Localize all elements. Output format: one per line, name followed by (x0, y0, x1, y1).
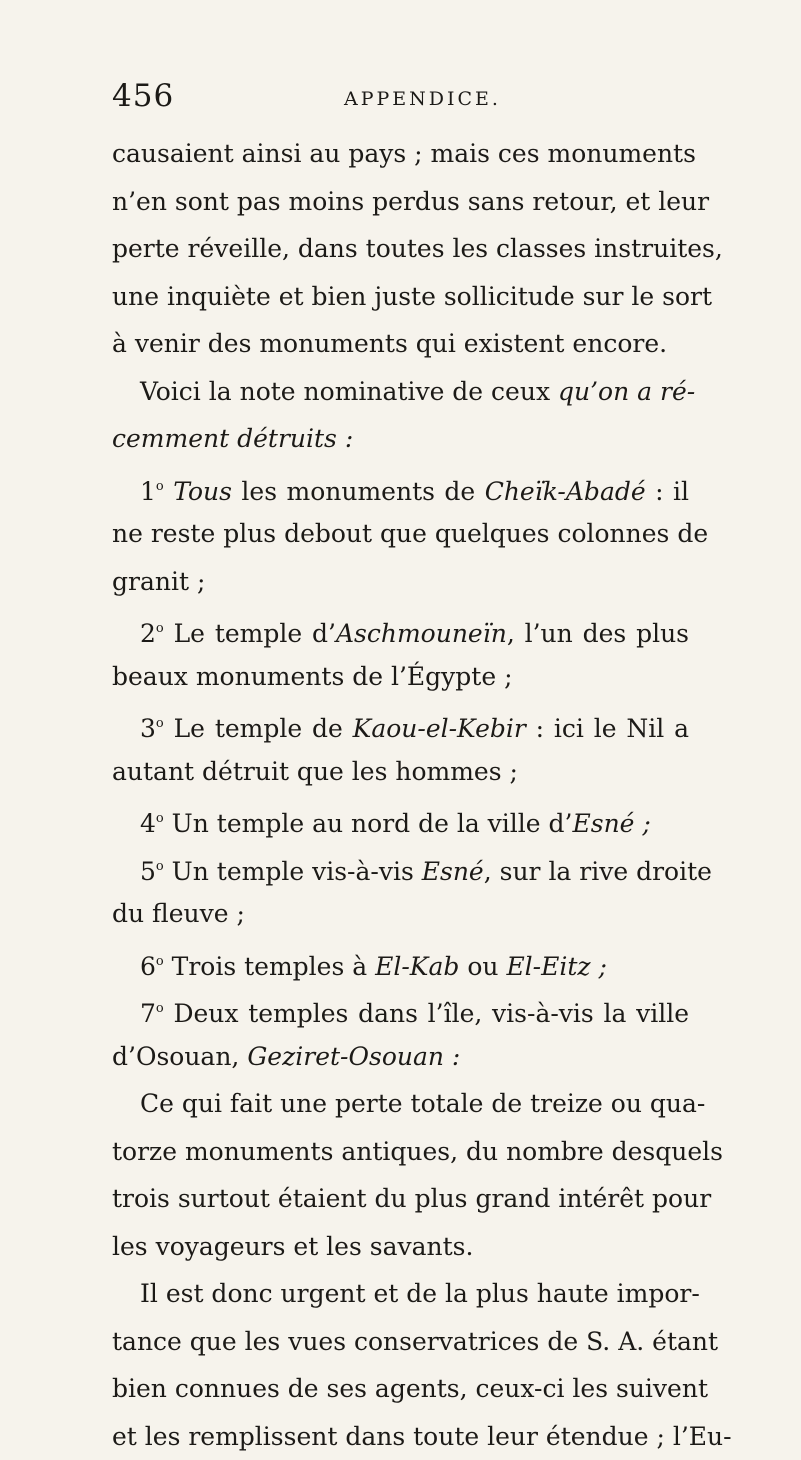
italic-span: Tous (173, 477, 232, 506)
item-number-digit: 4 (140, 809, 156, 838)
text-line: du fleuve ; (112, 890, 689, 938)
list-item-3 (112, 700, 689, 748)
text-span: Un temple vis-à-vis (164, 857, 422, 886)
item-number-sup: o (156, 621, 164, 636)
running-head: APPENDICE. (344, 88, 501, 110)
item-number (140, 857, 164, 886)
text-span: : ici le Nil a (526, 714, 689, 743)
item-number-digit: 5 (140, 857, 156, 886)
italic-span: Aschmouneïn (336, 619, 507, 648)
italic-span: cemment détruits : (112, 424, 353, 453)
text-line: beaux monuments de l’Égypte ; (112, 653, 689, 701)
text-line: une inquiète et bien juste sollicitude sur le sort (112, 273, 689, 321)
italic-span: Cheïk-Abadé (485, 477, 646, 506)
item-number (140, 809, 164, 838)
item-number-digit: 1 (140, 477, 156, 506)
text-line (112, 1033, 689, 1081)
list-item-4 (112, 795, 689, 843)
text-span: , l’un des plus (507, 619, 689, 648)
item-number (140, 477, 164, 506)
italic-span: Geziret-Osouan : (247, 1042, 460, 1071)
italic-span: Kaou-el-Kebir (353, 714, 526, 743)
item-number-sup: o (156, 859, 164, 874)
text-span: , sur la rive droite (484, 857, 712, 886)
item-number-sup: o (156, 479, 164, 494)
text-line (112, 368, 689, 416)
page-number: 456 (112, 78, 174, 114)
text-line: trois surtout étaient du plus grand intérêt pour (112, 1175, 689, 1223)
text-line: autant détruit que les hommes ; (112, 748, 689, 796)
text-span: les monuments de (232, 477, 485, 506)
italic-span: El-Eitz ; (506, 952, 607, 981)
list-item-5 (112, 843, 689, 891)
text-line: Il est donc urgent et de la plus haute impor- (112, 1270, 689, 1318)
body-text (112, 130, 689, 1460)
item-number-digit: 2 (140, 619, 156, 648)
text-span: Un temple au nord de la ville d’ (164, 809, 573, 838)
text-line: bien connues de ses agents, ceux-ci les suivent (112, 1365, 689, 1413)
list-item-7 (112, 985, 689, 1033)
text-line: Ce qui fait une perte totale de treize ou qua- (112, 1080, 689, 1128)
italic-span: Esné (422, 857, 484, 886)
item-number-sup: o (156, 954, 164, 969)
text-line: à venir des monuments qui existent encore. (112, 320, 689, 368)
text-line: tance que les vues conservatrices de S. A. étant (112, 1318, 689, 1366)
list-item-6 (112, 938, 689, 986)
text-line (112, 415, 689, 463)
item-number-digit: 3 (140, 714, 156, 743)
item-number (140, 952, 164, 981)
italic-span: Esné ; (573, 809, 651, 838)
item-number-sup: o (156, 811, 164, 826)
page-header (112, 78, 672, 118)
item-number-sup: o (156, 1001, 164, 1016)
text-line: perte réveille, dans toutes les classes instruites, (112, 225, 689, 273)
item-number-digit: 7 (140, 999, 156, 1028)
item-number (140, 619, 164, 648)
item-number-sup: o (156, 716, 164, 731)
text-span: d’Osouan, (112, 1042, 247, 1071)
text-span: Le temple de (164, 714, 353, 743)
text-line: causaient ainsi au pays ; mais ces monuments (112, 130, 689, 178)
item-number (140, 999, 164, 1028)
text-span: Trois temples à (164, 952, 375, 981)
text-span: ou (459, 952, 506, 981)
list-item-2 (112, 605, 689, 653)
item-number-digit: 6 (140, 952, 156, 981)
text-line: et les remplissent dans toute leur étendue ; l’Eu- (112, 1413, 689, 1460)
text-span: Le temple d’ (164, 619, 336, 648)
text-span: Deux temples dans l’île, vis-à-vis la ville (164, 999, 689, 1028)
italic-span: El-Kab (375, 952, 459, 981)
text-line: granit ; (112, 558, 689, 606)
text-line: ne reste plus debout que quelques colonnes de (112, 510, 689, 558)
text-span (164, 477, 173, 506)
text-span: Voici la note nominative de ceux (140, 377, 558, 406)
text-line: les voyageurs et les savants. (112, 1223, 689, 1271)
list-item-1 (112, 463, 689, 511)
item-number (140, 714, 164, 743)
text-line: torze monuments antiques, du nombre desquels (112, 1128, 689, 1176)
text-line: n’en sont pas moins perdus sans retour, et leur (112, 178, 689, 226)
text-span: : il (646, 477, 689, 506)
italic-span: qu’on a ré- (558, 377, 695, 406)
